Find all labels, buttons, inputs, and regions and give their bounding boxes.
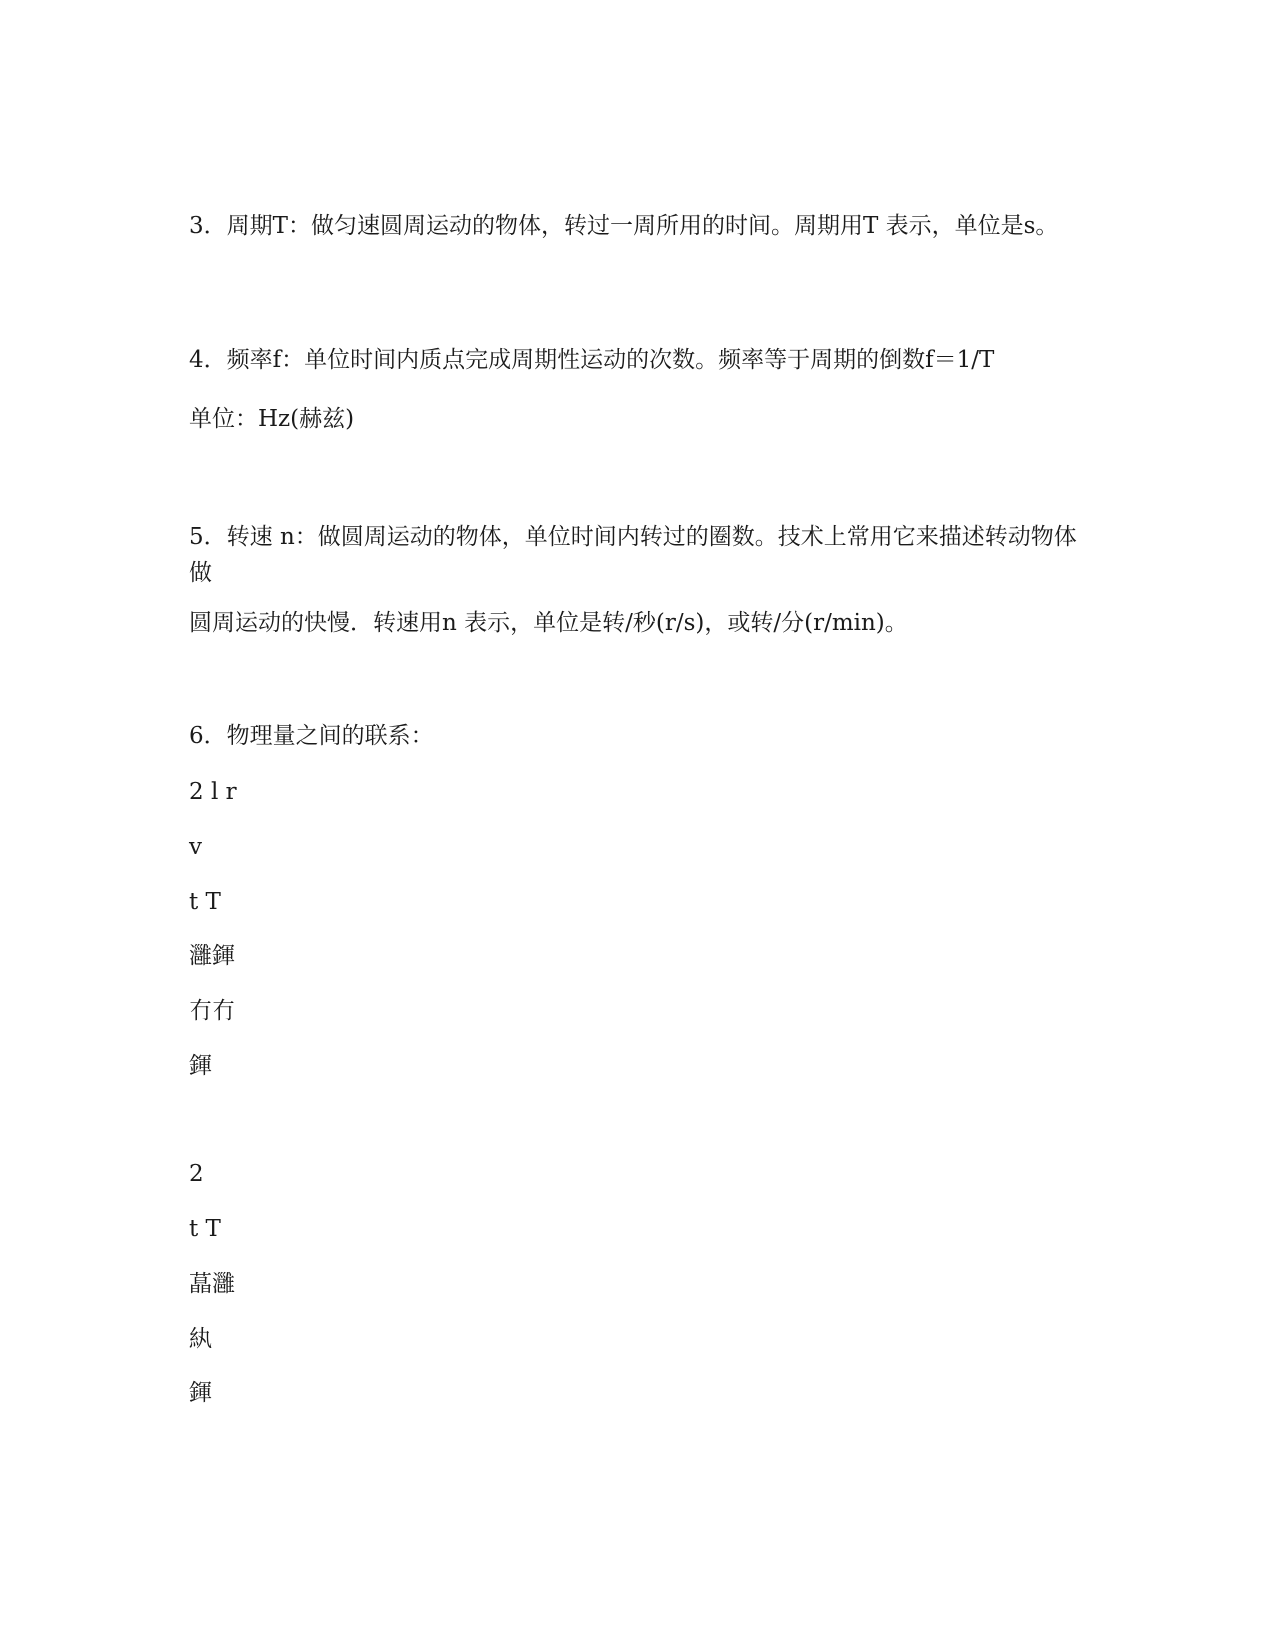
- formula-fragment: v: [189, 834, 202, 860]
- formula-fragment: 2 l r: [189, 779, 237, 805]
- formula-fragment: t T: [189, 889, 221, 915]
- paragraph-period: 3．周期T：做匀速圆周运动的物体，转过一周所用的时间。周期用T 表示，单位是s。: [189, 213, 1059, 239]
- paragraph-rotation-speed: 5．转速 n：做圆周运动的物体，单位时间内转过的圈数。技术上常用它来描述转动物体做: [189, 524, 1077, 586]
- paragraph-frequency: 4．频率f：单位时间内质点完成周期性运动的次数。频率等于周期的倒数f＝1/T: [189, 347, 995, 373]
- formula-fragment: 鍕: [189, 1380, 212, 1406]
- formula-fragment: 冇冇: [189, 998, 235, 1024]
- formula-fragment: 蕌灉: [189, 1271, 235, 1297]
- formula-fragment: t T: [189, 1216, 221, 1242]
- formula-fragment: 2: [189, 1161, 204, 1187]
- formula-fragment: 鍕: [189, 1053, 212, 1079]
- paragraph-rotation-speed-unit: 圆周运动的快慢．转速用n 表示，单位是转/秒(r/s)，或转/分(r/min)。: [189, 610, 908, 636]
- formula-fragment: 灉鍕: [189, 943, 235, 969]
- paragraph-relations-heading: 6．物理量之间的联系：: [189, 723, 434, 749]
- formula-fragment: 紈: [189, 1326, 212, 1352]
- paragraph-frequency-unit: 单位：Hz(赫兹): [189, 406, 355, 432]
